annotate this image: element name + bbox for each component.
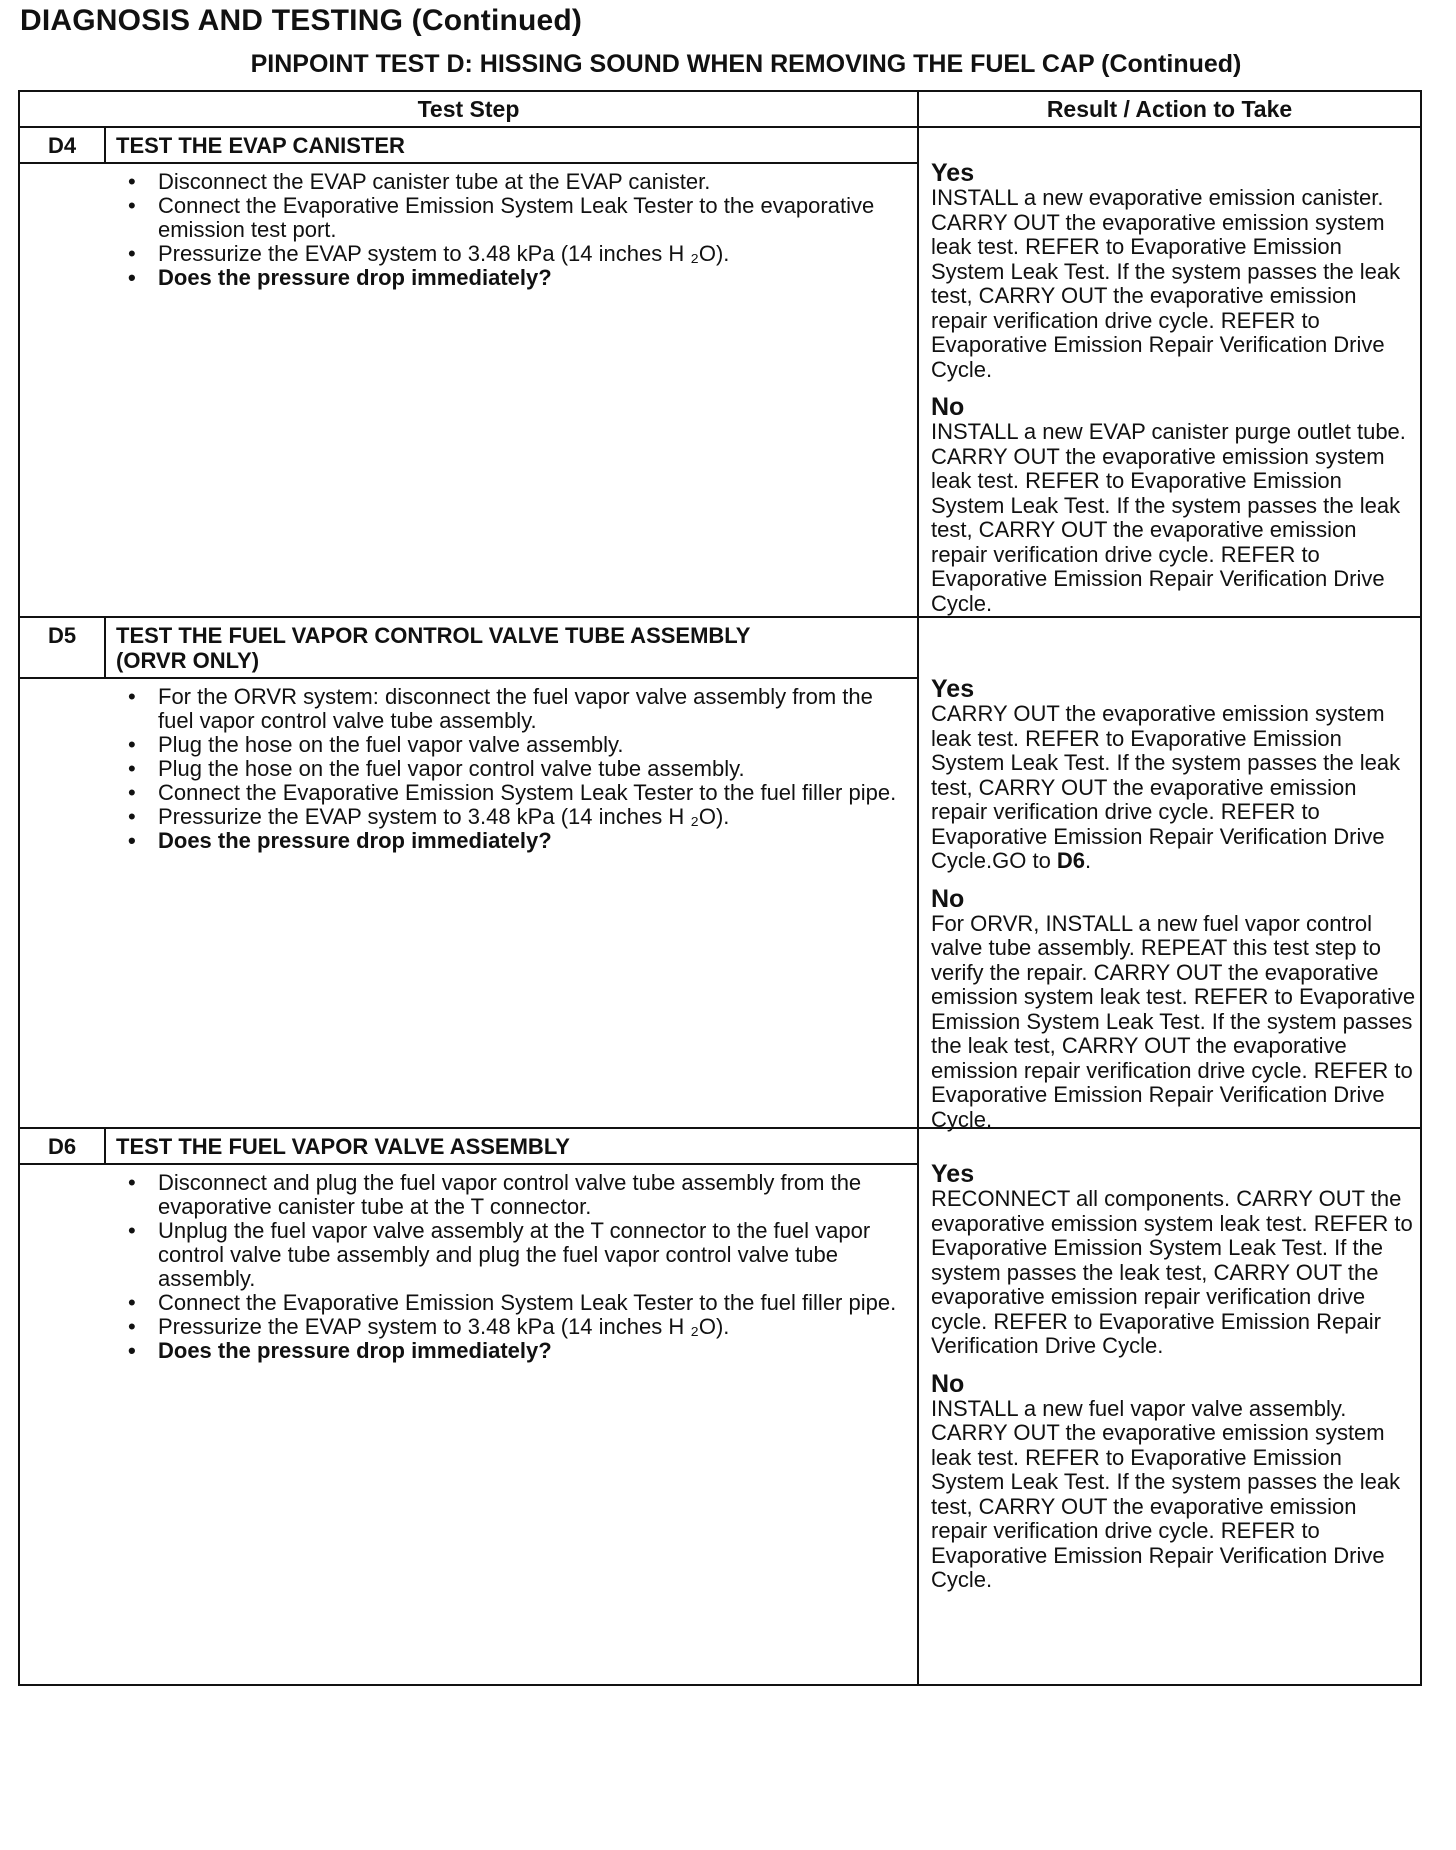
goto-step-link: D6 <box>1056 848 1086 873</box>
result-cell <box>919 1129 1420 1684</box>
result-cell <box>919 618 1420 1132</box>
instruction-item: • Disconnect the EVAP canister tube at the EVAP canister. <box>128 170 903 194</box>
result-yes <box>931 160 1416 382</box>
result-cell <box>919 128 1420 616</box>
yes-action: RECONNECT all components. CARRY OUT the evaporative emission system leak test. REFER to Evaporative Emission System Leak Test. If the system passes the leak test, CARRY OUT the evaporative emission repair verification drive cycle. REFER to Evaporative Emission Repair Verification Drive Cycle. <box>931 1186 1413 1358</box>
column-header-result: Result / Action to Take <box>1046 96 1293 122</box>
instruction-item: • Disconnect and plug the fuel vapor control valve tube assembly from the evaporative canister tube at the T connector. <box>128 1171 903 1219</box>
no-label: No <box>931 884 965 913</box>
step-question: • Does the pressure drop immediately? <box>128 1339 903 1363</box>
step-number: D4 <box>20 128 106 162</box>
page-title: DIAGNOSIS AND TESTING (Continued) <box>20 4 583 37</box>
result-yes <box>931 1161 1416 1359</box>
result-yes <box>931 676 1416 874</box>
step-number: D6 <box>20 1129 106 1163</box>
yes-action: CARRY OUT the evaporative emission system leak test. REFER to Evaporative Emission System Leak Test. If the system passes the leak test, CARRY OUT the evaporative emission repair verification drive cycle. REFER to Evaporative Emission Repair Verification Drive Cycle.GO to D6. <box>931 701 1401 873</box>
step-number: D5 <box>20 618 106 677</box>
no-label: No <box>931 393 965 421</box>
test-step-cell <box>20 618 919 1127</box>
no-action: For ORVR, INSTALL a new fuel vapor control valve tube assembly. REPEAT this test step to verify the repair. CARRY OUT the evaporative emission system leak test. REFER to Evaporative Emission System Leak Test. If the system passes the leak test, CARRY OUT the evaporative emission repair verification drive cycle. REFER to Evaporative Emission Repair Verification Drive Cycle. <box>931 910 1416 1132</box>
step-header <box>20 128 917 164</box>
table-header <box>20 92 1420 128</box>
yes-label: Yes <box>931 675 975 703</box>
step-question: • Does the pressure drop immediately? <box>128 829 903 853</box>
step-title: TEST THE EVAP CANISTER <box>116 133 405 158</box>
result-no <box>931 1371 1416 1593</box>
step-instructions <box>20 164 917 290</box>
yes-label: Yes <box>931 159 975 187</box>
yes-action: INSTALL a new evaporative emission canister. CARRY OUT the evaporative emission system leak test. REFER to Evaporative Emission System Leak Test. If the system passes the leak test, CARRY OUT the evaporative emission repair verification drive cycle. REFER to Evaporative Emission Repair Verification Drive Cycle. <box>931 185 1401 382</box>
pinpoint-test-subtitle: PINPOINT TEST D: HISSING SOUND WHEN REMOVING THE FUEL CAP (Continued) <box>250 50 1242 78</box>
step-header <box>20 1129 917 1165</box>
step-instructions <box>20 1165 917 1363</box>
instruction-item: • Plug the hose on the fuel vapor valve assembly. <box>128 733 903 757</box>
result-no <box>931 394 1416 616</box>
instruction-list <box>128 1171 903 1363</box>
instruction-item: • For the ORVR system: disconnect the fuel vapor valve assembly from the fuel vapor control valve tube assembly. <box>128 685 903 733</box>
test-step-cell <box>20 128 919 616</box>
instruction-item: • Plug the hose on the fuel vapor control valve tube assembly. <box>128 757 903 781</box>
no-label: No <box>931 1369 965 1398</box>
step-title: TEST THE FUEL VAPOR CONTROL VALVE TUBE ASSEMBLY (ORVR ONLY) <box>116 623 750 673</box>
test-step-cell <box>20 1129 919 1684</box>
test-step-d6 <box>20 1129 1420 1684</box>
step-header <box>20 618 917 679</box>
instruction-list <box>128 685 903 853</box>
no-action: INSTALL a new EVAP canister purge outlet tube. CARRY OUT the evaporative emission system leak test. REFER to Evaporative Emission System Leak Test. If the system passes the leak test, CARRY OUT the evaporative emission repair verification drive cycle. REFER to Evaporative Emission Repair Verification Drive Cycle. <box>931 419 1406 616</box>
no-action: INSTALL a new fuel vapor valve assembly. CARRY OUT the evaporative emission system leak test. REFER to Evaporative Emission System Leak Test. If the system passes the leak test, CARRY OUT the evaporative emission repair verification drive cycle. REFER to Evaporative Emission Repair Verification Drive Cycle. <box>931 1395 1401 1592</box>
step-question: • Does the pressure drop immediately? <box>128 266 903 290</box>
instruction-item: • Connect the Evaporative Emission System Leak Tester to the evaporative emission test port. <box>128 194 903 242</box>
result-no <box>931 886 1416 1133</box>
instruction-item: • Connect the Evaporative Emission System Leak Tester to the fuel filler pipe. <box>128 781 903 805</box>
instruction-list <box>128 170 903 290</box>
pinpoint-test-table <box>18 90 1422 1686</box>
instruction-item: • Pressurize the EVAP system to 3.48 kPa (14 inches H ₂O). <box>128 1315 903 1339</box>
instruction-item: • Pressurize the EVAP system to 3.48 kPa (14 inches H ₂O). <box>128 242 903 266</box>
instruction-item: • Connect the Evaporative Emission System Leak Tester to the fuel filler pipe. <box>128 1291 903 1315</box>
step-title: TEST THE FUEL VAPOR VALVE ASSEMBLY <box>116 1134 570 1159</box>
test-step-d4 <box>20 128 1420 618</box>
instruction-item: • Pressurize the EVAP system to 3.48 kPa (14 inches H ₂O). <box>128 805 903 829</box>
yes-label: Yes <box>931 1160 975 1188</box>
instruction-item: • Unplug the fuel vapor valve assembly at the T connector to the fuel vapor control valve tube assembly and plug the fuel vapor control valve tube assembly. <box>128 1219 903 1291</box>
step-instructions <box>20 679 917 853</box>
test-step-d5 <box>20 618 1420 1132</box>
column-header-test-step: Test Step <box>20 92 919 126</box>
yes-action-text: CARRY OUT the evaporative emission system leak test. REFER to Evaporative Emission System Leak Test. If the system passes the leak test, CARRY OUT the evaporative emission repair verification drive cycle. REFER to Evaporative Emission Repair Verification Drive Cycle.GO to <box>931 701 1401 873</box>
